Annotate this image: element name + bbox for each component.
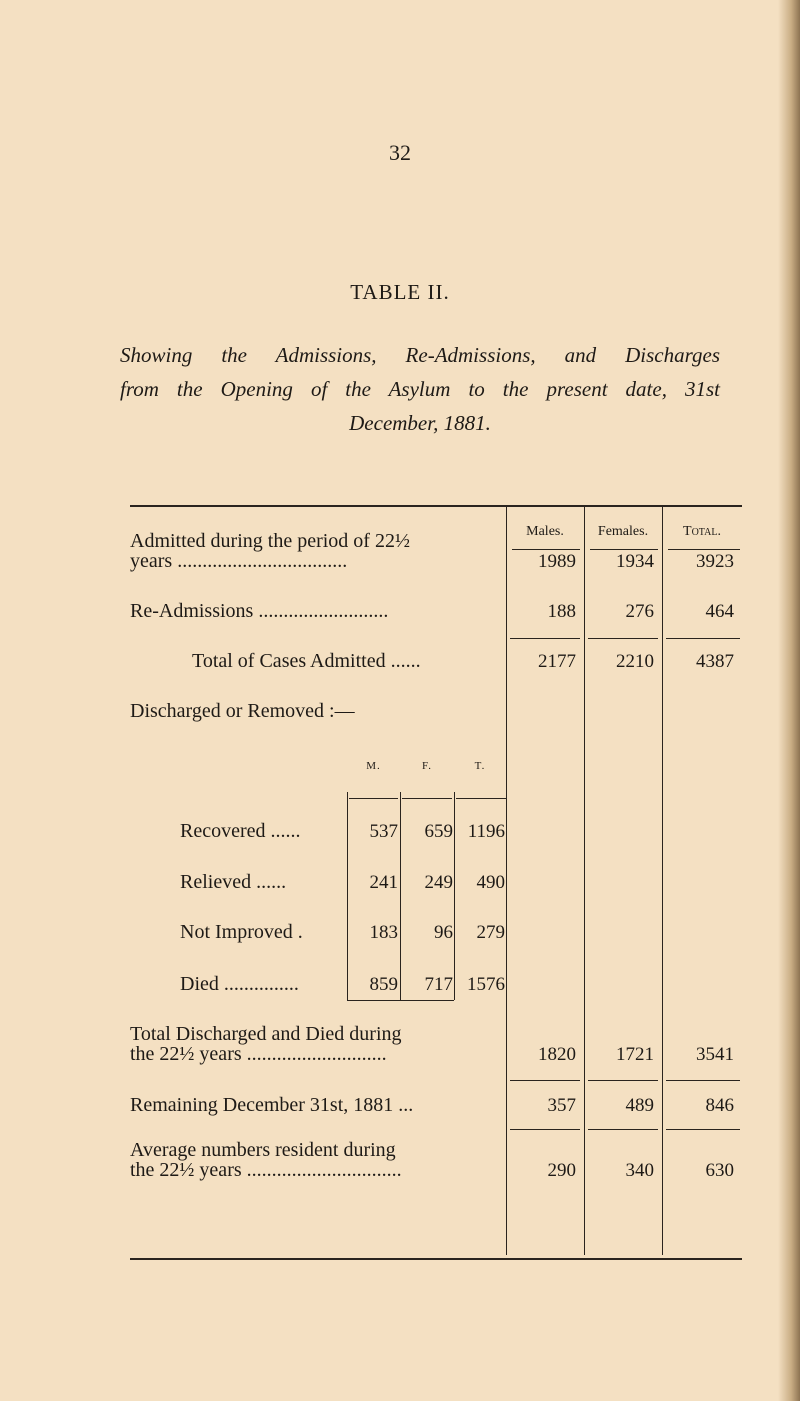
cell-value: 357 <box>547 1095 576 1116</box>
cell-value: 1721 <box>616 1044 654 1065</box>
sub-row-label: Recovered ...... <box>180 820 301 842</box>
subtitle-line: December, 1881. <box>349 411 491 435</box>
page-edge-shadow <box>778 0 800 1401</box>
sub-col-header: F. <box>422 760 432 772</box>
header-rule <box>590 549 658 550</box>
table-title: TABLE II. <box>350 280 450 304</box>
cell-value: 537 <box>369 821 398 842</box>
bottom-rule <box>130 1258 742 1260</box>
section-heading: Discharged or Removed :— <box>130 700 355 722</box>
cell-value: 241 <box>369 872 398 893</box>
cell-value: 659 <box>424 821 453 842</box>
cell-value: 489 <box>625 1095 654 1116</box>
cell-value: 279 <box>476 922 505 943</box>
sum-rule <box>510 1129 580 1130</box>
row-label: Admitted during the period of 22½ <box>130 530 410 552</box>
header-rule <box>512 549 580 550</box>
row-label: Remaining December 31st, 1881 ... <box>130 1094 414 1116</box>
cell-value: 96 <box>434 922 453 943</box>
sum-rule <box>510 1080 580 1081</box>
cell-value: 859 <box>369 974 398 995</box>
cell-value: 276 <box>625 601 654 622</box>
sub-row-label: Died ............... <box>180 973 299 995</box>
cell-value: 188 <box>547 601 576 622</box>
row-label: the 22½ years ............................... <box>130 1159 402 1181</box>
cell-value: 4387 <box>696 651 734 672</box>
row-label: Average numbers resident during <box>130 1139 396 1161</box>
sum-rule <box>588 1129 658 1130</box>
sum-rule <box>588 1080 658 1081</box>
cell-value: 183 <box>369 922 398 943</box>
sum-rule <box>666 1080 740 1081</box>
sub-header-rule <box>349 798 398 799</box>
cell-value: 630 <box>705 1160 734 1181</box>
subtitle-line: Showing the Admissions, Re-Admissions, and Discharges <box>120 343 720 367</box>
sub-col-header: T. <box>474 760 486 772</box>
cell-value: 490 <box>476 872 505 893</box>
row-label: Re-Admissions .......................... <box>130 600 389 622</box>
cell-value: 846 <box>705 1095 734 1116</box>
cell-value: 1820 <box>538 1044 576 1065</box>
cell-value: 1989 <box>538 551 576 572</box>
cell-value: 1196 <box>467 821 505 842</box>
cell-value: 3541 <box>696 1044 734 1065</box>
cell-value: 1576 <box>467 974 505 995</box>
sub-bottom-rule <box>347 1000 454 1001</box>
cell-value: 249 <box>424 872 453 893</box>
col-header-females: Females. <box>597 524 649 539</box>
cell-value: 2210 <box>616 651 654 672</box>
sub-col-header: M. <box>366 760 381 772</box>
page-number: 32 <box>389 140 411 165</box>
sub-row-label: Not Improved . <box>180 921 303 943</box>
row-label: Total of Cases Admitted ...... <box>192 650 421 672</box>
cell-value: 290 <box>547 1160 576 1181</box>
col-header-males: Males. <box>526 524 564 539</box>
sub-header-rule <box>456 798 506 799</box>
sub-header-rule <box>402 798 452 799</box>
table-subtitle <box>120 338 720 440</box>
cell-value: 717 <box>424 974 453 995</box>
cell-value: 340 <box>625 1160 654 1181</box>
sum-rule <box>510 638 580 639</box>
header-rule <box>668 549 740 550</box>
cell-value: 2177 <box>538 651 576 672</box>
cell-value: 464 <box>705 601 734 622</box>
row-label: years .................................. <box>130 550 348 572</box>
cell-value: 3923 <box>696 551 734 572</box>
cell-value: 1934 <box>616 551 654 572</box>
subtitle-line: from the Opening of the Asylum to the present date, 31st <box>120 377 720 401</box>
sub-row-label: Relieved ...... <box>180 871 287 893</box>
top-rule <box>130 505 742 507</box>
row-label: the 22½ years ............................ <box>130 1043 387 1065</box>
sum-rule <box>588 638 658 639</box>
sum-rule <box>666 1129 740 1130</box>
sum-rule <box>666 638 740 639</box>
row-label: Total Discharged and Died during <box>130 1023 402 1045</box>
col-header-total: Total. <box>683 524 721 539</box>
